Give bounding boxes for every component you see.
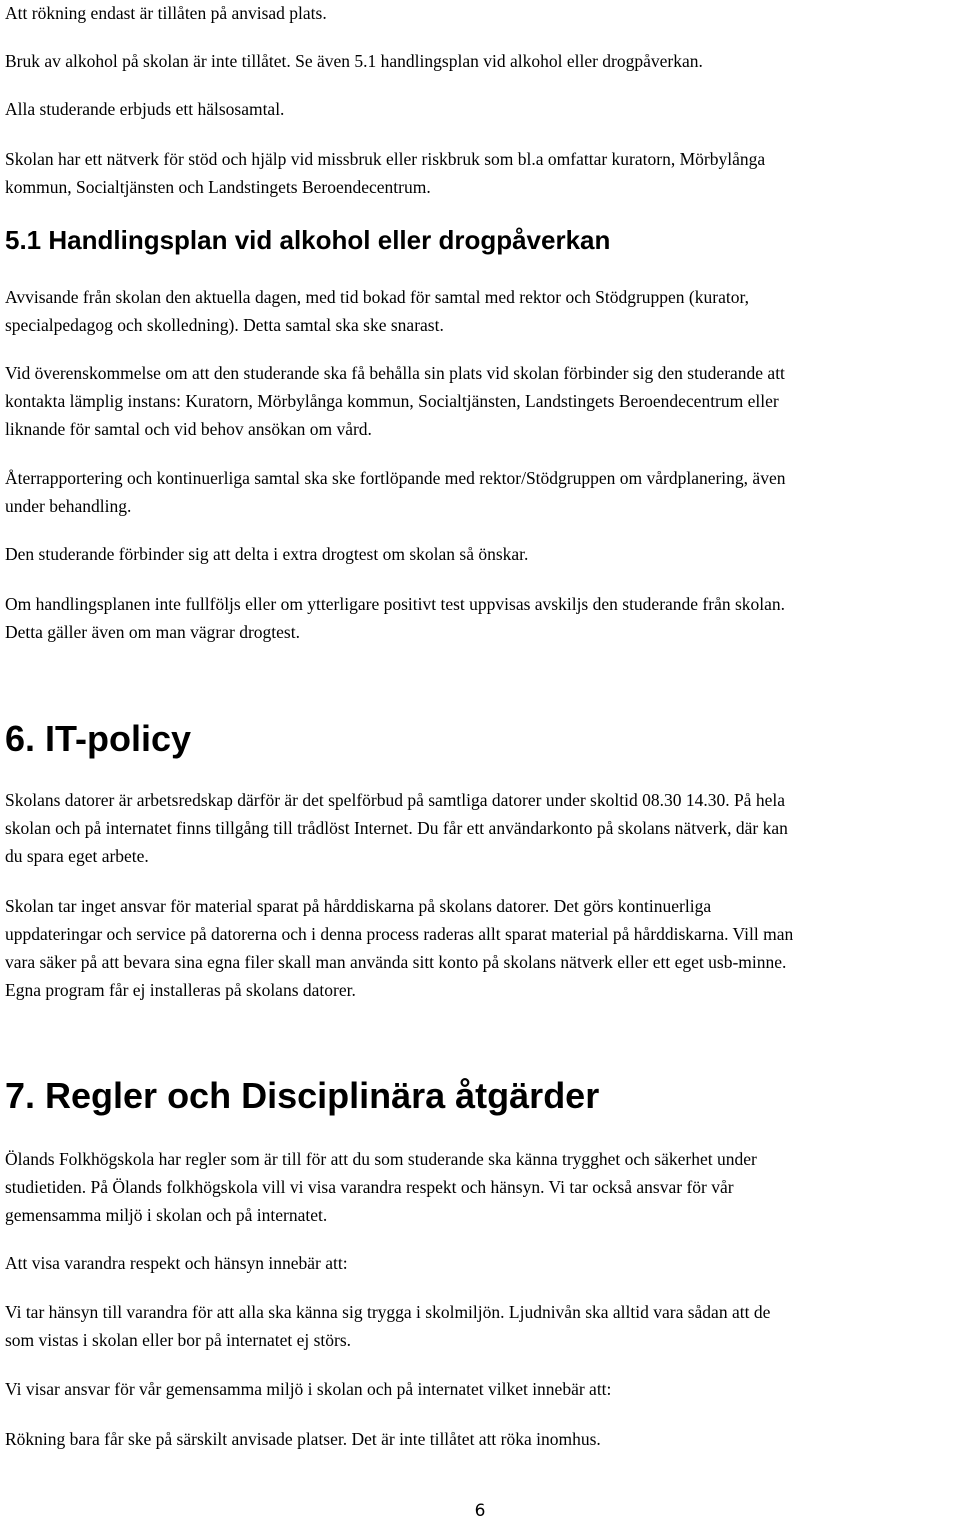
text-line: Vi visar ansvar för vår gemensamma miljö i skolan och på internatet vilket innebär att: (5, 1379, 612, 1399)
text-line: vara säker på att bevara sina egna filer skall man använda sitt konto på skolans nätverk eller ett eget usb-minne. (5, 952, 787, 972)
section-7-paragraph-4 (5, 1375, 611, 1403)
section-7-paragraph-1 (5, 1145, 757, 1229)
section-7-paragraph-2 (5, 1249, 348, 1277)
section-6-paragraph-1 (5, 786, 788, 870)
text-line: kontakta lämplig instans: Kuratorn, Mörbylånga kommun, Socialtjänsten, Landstingets Beroendecentrum eller (5, 391, 779, 411)
text-line: Vid överenskommelse om att den studerande ska få behålla sin plats vid skolan förbinder sig den studerande att (5, 363, 785, 383)
intro-paragraph-network (5, 145, 765, 201)
text-line: studietiden. På Ölands folkhögskola vill vi visa varandra respekt och hänsyn. Vi tar också ansvar för vår (5, 1177, 734, 1197)
intro-paragraph-smoking (5, 0, 327, 27)
section-5-1-paragraph-2 (5, 359, 785, 443)
text-line: Detta gäller även om man vägrar drogtest. (5, 622, 300, 642)
text-line: Skolans datorer är arbetsredskap därför är det spelförbud på samtliga datorer under skoltid 08.30 14.30. På hela (5, 790, 785, 810)
text-line: Egna program får ej installeras på skolans datorer. (5, 980, 356, 1000)
section-heading-7: 7. Regler och Disciplinära åtgärder (5, 1075, 600, 1116)
text-line: specialpedagog och skolledning). Detta samtal ska ske snarast. (5, 315, 444, 335)
text-line: gemensamma miljö i skolan och på internatet. (5, 1205, 328, 1225)
text-line: Vi tar hänsyn till varandra för att alla ska känna sig trygga i skolmiljön. Ljudnivån ska alltid vara sådan att de (5, 1302, 771, 1322)
text-line: som vistas i skolan eller bor på internatet ej störs. (5, 1330, 352, 1350)
section-5-1-paragraph-3 (5, 464, 785, 520)
text-line: Rökning bara får ske på särskilt anvisade platser. Det är inte tillåtet att röka inomhus. (5, 1429, 601, 1449)
intro-paragraph-alcohol (5, 47, 703, 75)
text-line: Avvisande från skolan den aktuella dagen, med tid bokad för samtal med rektor och Stödgruppen (kurator, (5, 287, 749, 307)
section-6-paragraph-2 (5, 892, 793, 1004)
text-line: Om handlingsplanen inte fullföljs eller om ytterligare positivt test uppvisas avskiljs den studerande från skolan. (5, 594, 786, 614)
text-line: Att rökning endast är tillåten på anvisad plats. (5, 3, 327, 23)
section-7-paragraph-5 (5, 1425, 601, 1453)
text-line: skolan och på internatet finns tillgång till trådlöst Internet. Du får ett användarkonto på skolans nätverk, där kan (5, 818, 788, 838)
page-number: 6 (474, 1501, 486, 1521)
section-5-1-paragraph-5 (5, 590, 785, 646)
text-line: Skolan har ett nätverk för stöd och hjälp vid missbruk eller riskbruk som bl.a omfattar kuratorn, Mörbylånga (5, 149, 766, 169)
text-line: Bruk av alkohol på skolan är inte tillåtet. Se även 5.1 handlingsplan vid alkohol eller drogpåverkan. (5, 51, 703, 71)
section-7-paragraph-3 (5, 1298, 770, 1354)
text-line: Skolan tar inget ansvar för material sparat på hårddiskarna på skolans datorer. Det görs kontinuerliga (5, 896, 712, 916)
text-line: Ölands Folkhögskola har regler som är till för att du som studerande ska känna trygghet och säkerhet under (5, 1149, 757, 1169)
text-line: du spara eget arbete. (5, 846, 149, 866)
section-5-1-paragraph-1 (5, 283, 749, 339)
text-line: Återrapportering och kontinuerliga samtal ska ske fortlöpande med rektor/Stödgruppen om vårdplanering, även (5, 468, 786, 488)
section-heading-6: 6. IT-policy (5, 718, 192, 759)
text-line: Den studerande förbinder sig att delta i extra drogtest om skolan så önskar. (5, 544, 529, 564)
text-line: Alla studerande erbjuds ett hälsosamtal. (5, 99, 285, 119)
text-line: Att visa varandra respekt och hänsyn innebär att: (5, 1253, 348, 1273)
text-line: under behandling. (5, 496, 132, 516)
text-line: uppdateringar och service på datorerna och i denna process raderas allt sparat material på hårddiskarna. Vill man (5, 924, 794, 944)
text-line: liknande för samtal och vid behov ansökan om vård. (5, 419, 372, 439)
text-line: kommun, Socialtjänsten och Landstingets Beroendecentrum. (5, 177, 431, 197)
section-heading-5-1: 5.1 Handlingsplan vid alkohol eller drogpåverkan (5, 225, 611, 255)
section-5-1-paragraph-4 (5, 540, 528, 568)
intro-paragraph-health (5, 95, 284, 123)
